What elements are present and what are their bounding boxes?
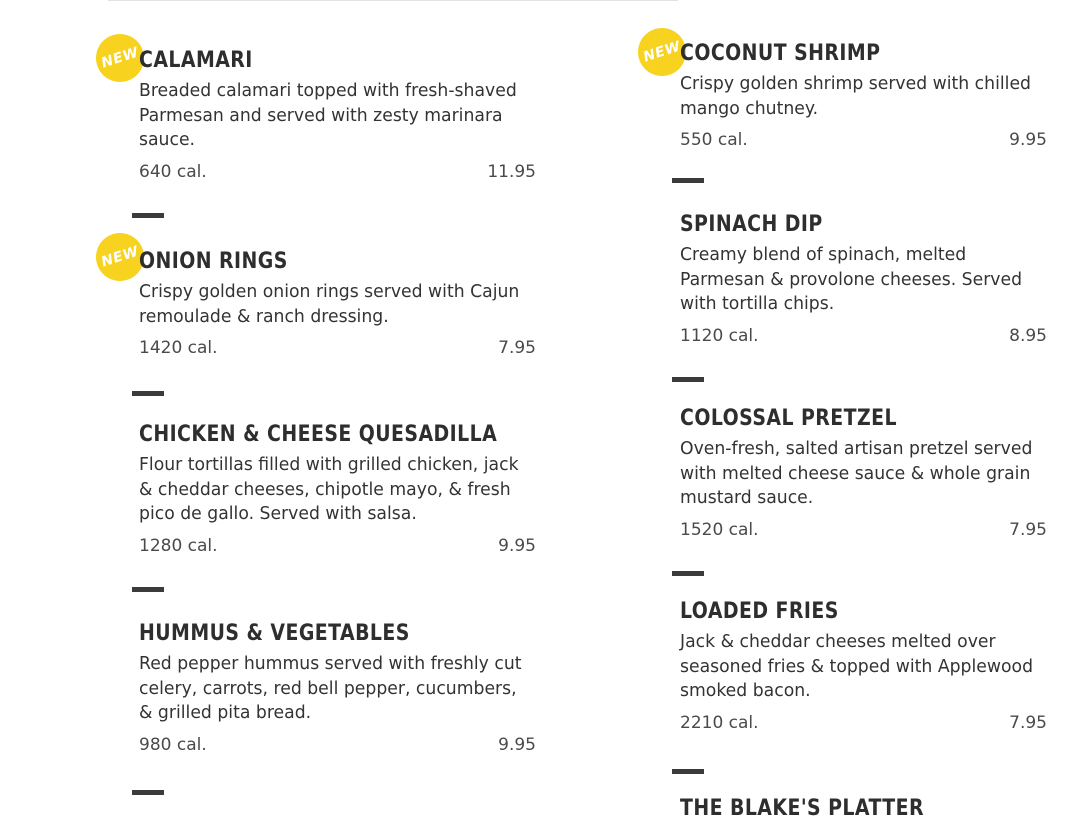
item-divider (132, 790, 164, 795)
item-price: 11.95 (487, 161, 536, 182)
menu-item-colossal-pretzel (680, 405, 1047, 541)
next-item-title-partial: THE BLAKE'S PLATTER (680, 796, 924, 821)
item-title: SPINACH DIP (680, 212, 823, 237)
item-price: 9.95 (498, 734, 536, 755)
item-title: CALAMARI (139, 48, 253, 73)
menu-item-spinach-dip (680, 211, 1047, 347)
menu-item-loaded-fries (680, 598, 1047, 734)
item-meta (139, 337, 536, 359)
item-calories: 1120 cal. (680, 325, 759, 346)
menu-item-coconut-shrimp (680, 40, 1047, 151)
item-price: 7.95 (498, 338, 536, 358)
item-divider (672, 571, 704, 576)
item-description: Creamy blend of spinach, melted Parmesan & provolone cheeses. Served with tortilla chips. (680, 245, 1023, 314)
item-price: 9.95 (1009, 130, 1047, 150)
item-description: Jack & cheddar cheeses melted over seasoned fries & topped with Applewood smoked bacon. (680, 632, 1034, 701)
item-divider (672, 377, 704, 382)
item-meta (680, 129, 1047, 151)
item-title: CHICKEN & CHEESE QUESADILLA (139, 422, 498, 447)
item-meta (680, 519, 1047, 541)
item-description: Breaded calamari topped with fresh-shaved Parmesan and served with zesty marinara sauce. (139, 81, 517, 150)
item-title: LOADED FRIES (680, 599, 839, 624)
menu-item-quesadilla (139, 421, 536, 557)
item-description: Oven-fresh, salted artisan pretzel served with melted cheese sauce & whole grain mustard sauce. (680, 439, 1033, 508)
item-price: 8.95 (1009, 325, 1047, 346)
item-meta (680, 325, 1047, 347)
menu-item-calamari (139, 47, 536, 183)
item-title: HUMMUS & VEGETABLES (139, 621, 410, 646)
item-calories: 550 cal. (680, 130, 748, 150)
item-price: 9.95 (498, 535, 536, 556)
menu-item-onion-rings (139, 248, 536, 359)
item-description: Crispy golden onion rings served with Cajun remoulade & ranch dressing. (139, 282, 520, 327)
item-meta (139, 161, 536, 183)
item-divider (132, 213, 164, 218)
item-title: COLOSSAL PRETZEL (680, 406, 897, 431)
item-price: 7.95 (1009, 712, 1047, 733)
item-calories: 1280 cal. (139, 535, 218, 556)
item-meta (139, 535, 536, 557)
item-divider (672, 178, 704, 183)
item-price: 7.95 (1009, 519, 1047, 540)
item-calories: 2210 cal. (680, 712, 759, 733)
new-badge: NEW (96, 34, 144, 82)
item-divider (132, 587, 164, 592)
item-title: COCONUT SHRIMP (680, 41, 881, 66)
item-description: Red pepper hummus served with freshly cut celery, carrots, red bell pepper, cucumbers, & grilled pita bread. (139, 654, 522, 723)
item-description: Crispy golden shrimp served with chilled mango chutney. (680, 74, 1032, 119)
item-divider (672, 769, 704, 774)
item-description: Flour tortillas filled with grilled chicken, jack & cheddar cheeses, chipotle mayo, & fresh pico de gallo. Served with salsa. (139, 455, 519, 524)
menu-item-hummus (139, 620, 536, 756)
item-calories: 640 cal. (139, 161, 207, 182)
item-calories: 1520 cal. (680, 519, 759, 540)
item-meta (680, 712, 1047, 734)
new-badge: NEW (638, 28, 686, 76)
item-divider (132, 391, 164, 396)
new-badge: NEW (96, 233, 144, 281)
top-divider (108, 0, 678, 1)
item-title: ONION RINGS (139, 249, 288, 274)
item-meta (139, 734, 536, 756)
item-calories: 1420 cal. (139, 338, 218, 358)
item-calories: 980 cal. (139, 734, 207, 755)
